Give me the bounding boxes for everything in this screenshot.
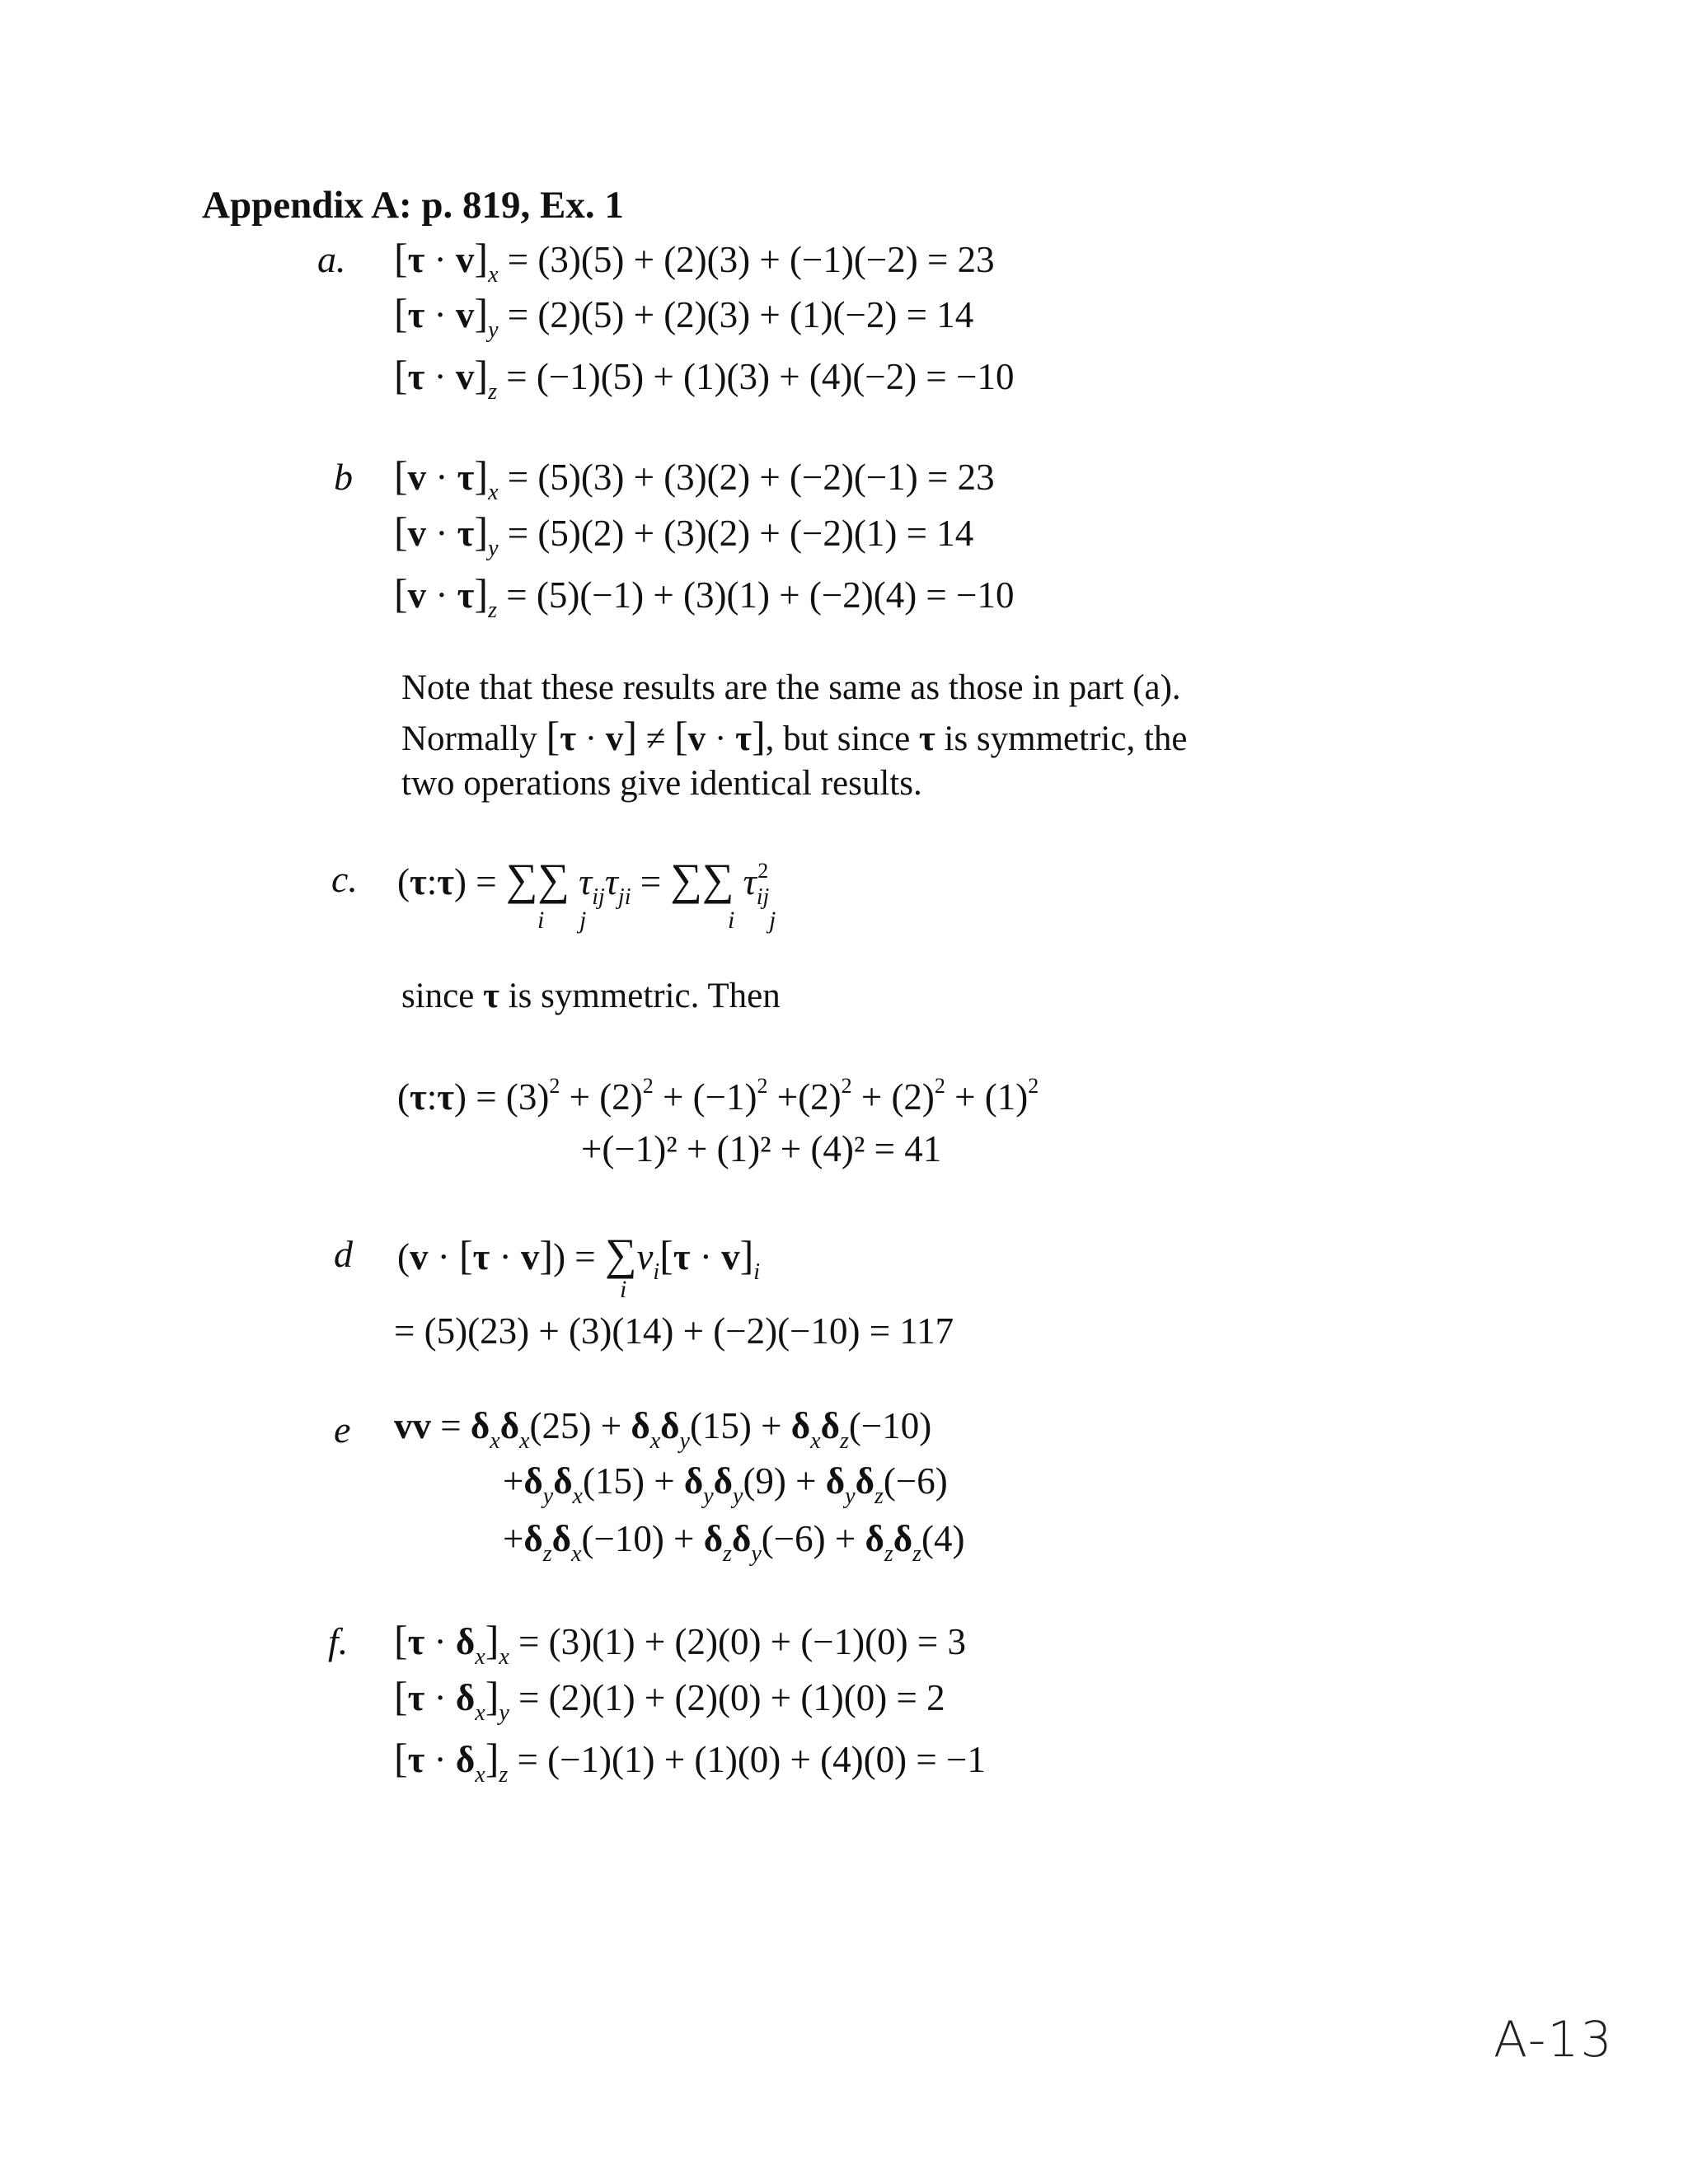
part-c-sum-index-j2: j xyxy=(769,907,776,934)
part-f-label: f. xyxy=(328,1620,349,1662)
part-d-sum-index-i: i xyxy=(620,1276,627,1303)
part-c-sum-index-i2: i xyxy=(728,907,735,934)
part-f-rhs-z: = (−1)(1) + (1)(0) + (4)(0) = −1 xyxy=(508,1739,986,1780)
part-c-sum-index-j: j xyxy=(579,907,587,934)
part-a-rhs-z: = (−1)(5) + (1)(3) + (4)(−2) = −10 xyxy=(496,356,1015,397)
part-a-rhs-y: = (2)(5) + (2)(3) + (1)(−2) = 14 xyxy=(498,294,974,335)
part-b-eq-y: $[v \cdot \tau]_y = (5)(2) + (3)(2) + (-2)(1) = 14$ xyxy=(394,509,974,561)
part-c-eval-line-2: +(−1)² + (1)² + (4)² = 41 xyxy=(581,1128,942,1169)
part-c-sum-index-i: i xyxy=(537,907,545,934)
part-f-eq-x: $[\tau \cdot \delta_x]_x = (3)(1) + (2)(0) + (-1)(0) = 3$ xyxy=(394,1617,967,1670)
page-heading: Appendix A: p. 819, Ex. 1 xyxy=(202,184,624,227)
note-line-1: Note that these results are the same as those in part (a). xyxy=(401,668,1181,707)
note-line-2: Normally [τ · v] ≠ [v · τ], but since τ is symmetric, the xyxy=(401,713,1188,759)
part-b-rhs-z: = (5)(−1) + (3)(1) + (−2)(4) = −10 xyxy=(496,574,1015,616)
part-a-eq-x: $[\tau \cdot v]_x = (3)(5) + (2)(3) + (-1)(-2) = 23$ xyxy=(394,235,995,288)
part-a-eq-y: $[\tau \cdot v]_y = (2)(5) + (2)(3) + (1)(-2) = 14$ xyxy=(394,290,974,343)
part-d-label: d xyxy=(334,1233,353,1275)
part-e-eq-line-3: $+\delta_z\delta_x(-10) + \delta_z\delta_y(-6) + \delta_z\delta_z(4)$ xyxy=(503,1518,965,1567)
part-e-eq-line-2: $+\delta_y\delta_x(15) + \delta_y\delta_y(9) + \delta_y\delta_z(-6)$ xyxy=(503,1460,948,1509)
part-b-eq-z: $[v \cdot \tau]_z = (5)(-1) + (3)(1) + (-2)(4) = -10$ xyxy=(394,570,1015,623)
part-b-rhs-y: = (5)(2) + (3)(2) + (−2)(1) = 14 xyxy=(498,513,974,554)
part-c-double-dot: (τ:τ) = ∑∑ $\tau_{ij}\tau_{ji}$ = ∑∑ $\tau_{ij}^2$ xyxy=(397,855,770,910)
part-a-eq-z: $[\tau \cdot v]_z = (-1)(5) + (1)(3) + (4)(-2) = -10$ xyxy=(394,352,1015,405)
part-f-eq-z: $[\tau \cdot \delta_x]_z = (-1)(1) + (1)(0) + (4)(0) = -1$ xyxy=(394,1735,986,1788)
part-b-eq-x: $[v \cdot \tau]_x = (5)(3) + (3)(2) + (-2)(-1) = 23$ xyxy=(394,452,995,505)
part-e-eq-line-1: vv = $\delta_x\delta_x(25) + \delta_x\delta_y(15) + \delta_x\delta_z(-10)$ xyxy=(394,1405,932,1454)
page-number: A-13 xyxy=(1493,2011,1614,2069)
part-a-rhs-x: = (3)(5) + (2)(3) + (−1)(−2) = 23 xyxy=(498,239,995,280)
part-b-label: b xyxy=(334,456,353,498)
part-d-eq-line-2: = (5)(23) + (3)(14) + (−2)(−10) = 117 xyxy=(394,1310,954,1352)
part-a-label: a. xyxy=(317,238,346,280)
note-line-3: two operations give identical results. xyxy=(401,764,922,803)
part-f-rhs-x: = (3)(1) + (2)(0) + (−1)(0) = 3 xyxy=(509,1621,967,1662)
part-f-eq-y: $[\tau \cdot \delta_x]_y = (2)(1) + (2)(0) + (1)(0) = 2$ xyxy=(394,1673,945,1726)
part-d-eq-line-1: $(v \cdot [\tau \cdot v]) = \sum v_i[\tau \cdot v]_i$ xyxy=(397,1230,761,1285)
part-e-label: e xyxy=(334,1408,351,1451)
part-c-label: c. xyxy=(331,858,358,900)
part-f-rhs-y: = (2)(1) + (2)(0) + (1)(0) = 2 xyxy=(509,1677,945,1718)
part-c-eval-line-1: (τ:τ) = $(3)^2 + (2)^2 + (-1)^2 +(2)^2 + (2)^2 + (1)^2$ xyxy=(397,1074,1039,1118)
part-c-since-text: since τ is symmetric. Then xyxy=(401,977,781,1015)
part-b-rhs-x: = (5)(3) + (3)(2) + (−2)(−1) = 23 xyxy=(498,457,995,498)
